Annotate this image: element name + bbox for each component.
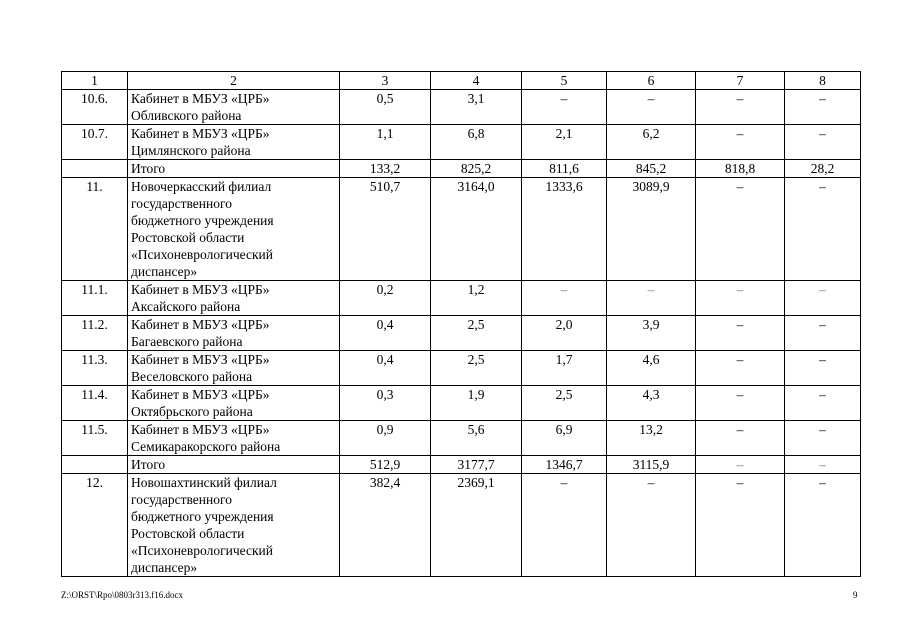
row-name-cell: Кабинет в МБУЗ «ЦРБ» Цимлянского района <box>128 125 340 160</box>
row-name-cell: Кабинет в МБУЗ «ЦРБ» Веселовского района <box>128 351 340 386</box>
table-row <box>62 281 861 316</box>
value-cell: – <box>696 125 785 160</box>
value-cell: 4,3 <box>607 386 696 421</box>
value-cell: 133,2 <box>340 160 431 178</box>
value-cell: 2,5 <box>431 351 522 386</box>
table-row <box>62 90 861 125</box>
value-cell: – <box>785 386 861 421</box>
table-row <box>62 456 861 474</box>
row-number-cell <box>62 160 128 178</box>
value-cell: – <box>785 125 861 160</box>
value-cell: 0,4 <box>340 316 431 351</box>
header-cell: 1 <box>62 72 128 90</box>
data-table <box>61 71 861 577</box>
value-cell: 1333,6 <box>522 178 607 281</box>
value-cell: – <box>696 178 785 281</box>
value-cell: – <box>696 456 785 474</box>
table-row <box>62 474 861 577</box>
value-cell: – <box>785 456 861 474</box>
header-cell: 7 <box>696 72 785 90</box>
value-cell: 3177,7 <box>431 456 522 474</box>
value-cell: – <box>785 316 861 351</box>
row-name-cell: Кабинет в МБУЗ «ЦРБ» Семикаракорского района <box>128 421 340 456</box>
value-cell: 0,3 <box>340 386 431 421</box>
header-row <box>62 72 861 90</box>
row-number-cell: 11.3. <box>62 351 128 386</box>
value-cell: 825,2 <box>431 160 522 178</box>
row-name-cell: Кабинет в МБУЗ «ЦРБ» Аксайского района <box>128 281 340 316</box>
value-cell: – <box>607 474 696 577</box>
table-row <box>62 316 861 351</box>
table-row <box>62 421 861 456</box>
value-cell: – <box>696 351 785 386</box>
value-cell: 6,9 <box>522 421 607 456</box>
row-name-cell: Новошахтинский филиал государственного бюджетного учреждения Ростовской области «Психоневрологический диспансер» <box>128 474 340 577</box>
value-cell: 3,1 <box>431 90 522 125</box>
value-cell: 845,2 <box>607 160 696 178</box>
value-cell: 5,6 <box>431 421 522 456</box>
value-cell: 2,0 <box>522 316 607 351</box>
value-cell: – <box>522 281 607 316</box>
value-cell: – <box>696 90 785 125</box>
table-body <box>62 72 861 577</box>
value-cell: 3,9 <box>607 316 696 351</box>
header-cell: 4 <box>431 72 522 90</box>
value-cell: – <box>607 90 696 125</box>
header-cell: 3 <box>340 72 431 90</box>
value-cell: – <box>696 316 785 351</box>
value-cell: – <box>696 421 785 456</box>
value-cell: 13,2 <box>607 421 696 456</box>
value-cell: – <box>696 386 785 421</box>
value-cell: 510,7 <box>340 178 431 281</box>
value-cell: – <box>696 474 785 577</box>
table-row <box>62 160 861 178</box>
value-cell: 1,2 <box>431 281 522 316</box>
header-cell: 2 <box>128 72 340 90</box>
header-cell: 6 <box>607 72 696 90</box>
value-cell: – <box>607 281 696 316</box>
value-cell: 0,5 <box>340 90 431 125</box>
value-cell: – <box>785 351 861 386</box>
value-cell: 2,5 <box>522 386 607 421</box>
row-name-cell: Итого <box>128 456 340 474</box>
value-cell: 6,2 <box>607 125 696 160</box>
value-cell: 382,4 <box>340 474 431 577</box>
value-cell: 1,1 <box>340 125 431 160</box>
row-name-cell: Кабинет в МБУЗ «ЦРБ» Багаевского района <box>128 316 340 351</box>
value-cell: 2,1 <box>522 125 607 160</box>
value-cell: 512,9 <box>340 456 431 474</box>
value-cell: 2,5 <box>431 316 522 351</box>
value-cell: – <box>522 474 607 577</box>
value-cell: 0,4 <box>340 351 431 386</box>
table-row <box>62 351 861 386</box>
value-cell: – <box>696 281 785 316</box>
table-row <box>62 386 861 421</box>
row-number-cell: 12. <box>62 474 128 577</box>
value-cell: 1346,7 <box>522 456 607 474</box>
row-number-cell: 11.1. <box>62 281 128 316</box>
row-name-cell: Итого <box>128 160 340 178</box>
value-cell: 2369,1 <box>431 474 522 577</box>
value-cell: 3115,9 <box>607 456 696 474</box>
value-cell: 0,9 <box>340 421 431 456</box>
row-name-cell: Кабинет в МБУЗ «ЦРБ» Октябрьского района <box>128 386 340 421</box>
value-cell: – <box>522 90 607 125</box>
value-cell: – <box>785 281 861 316</box>
value-cell: – <box>785 178 861 281</box>
footer-page-number: 9 <box>853 590 858 600</box>
value-cell: 818,8 <box>696 160 785 178</box>
row-number-cell: 11. <box>62 178 128 281</box>
value-cell: 1,9 <box>431 386 522 421</box>
value-cell: 3089,9 <box>607 178 696 281</box>
row-number-cell: 11.4. <box>62 386 128 421</box>
table-row <box>62 125 861 160</box>
value-cell: 4,6 <box>607 351 696 386</box>
value-cell: 0,2 <box>340 281 431 316</box>
value-cell: – <box>785 90 861 125</box>
value-cell: 3164,0 <box>431 178 522 281</box>
value-cell: – <box>785 421 861 456</box>
row-number-cell: 10.6. <box>62 90 128 125</box>
row-number-cell: 11.5. <box>62 421 128 456</box>
value-cell: 1,7 <box>522 351 607 386</box>
header-cell: 5 <box>522 72 607 90</box>
value-cell: 811,6 <box>522 160 607 178</box>
row-name-cell: Новочеркасский филиал государственного бюджетного учреждения Ростовской области «Психоневрологический диспансер» <box>128 178 340 281</box>
row-number-cell: 10.7. <box>62 125 128 160</box>
value-cell: – <box>785 474 861 577</box>
row-number-cell <box>62 456 128 474</box>
header-cell: 8 <box>785 72 861 90</box>
footer-file-path: Z:\ORST\Rpo\0803r313.f16.docx <box>61 590 183 600</box>
row-number-cell: 11.2. <box>62 316 128 351</box>
value-cell: 6,8 <box>431 125 522 160</box>
row-name-cell: Кабинет в МБУЗ «ЦРБ» Обливского района <box>128 90 340 125</box>
value-cell: 28,2 <box>785 160 861 178</box>
table-row <box>62 178 861 281</box>
